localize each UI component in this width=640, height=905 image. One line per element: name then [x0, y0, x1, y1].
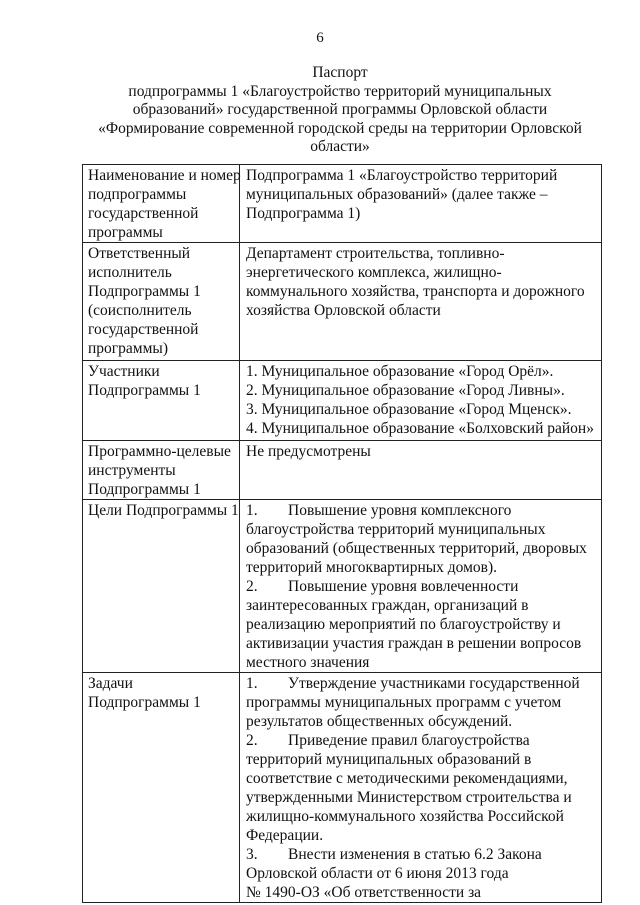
label-line: государственной — [88, 205, 199, 222]
label-line: программы) — [88, 340, 168, 357]
row-value-cell — [240, 243, 602, 361]
item-number: 3. — [246, 846, 258, 863]
label-line: инструменты — [88, 462, 176, 479]
value-line: 4. Муниципальное образование «Болховский район» — [246, 420, 594, 437]
label-line: (соисполнитель — [88, 302, 192, 319]
value-line: Подпрограмма 1 «Благоустройство территорий — [246, 167, 558, 184]
row-value-cell — [240, 673, 602, 903]
item-line: территорий муниципальных образований в — [246, 751, 532, 768]
label-line: Подпрограммы 1 — [88, 694, 201, 711]
heading-line: подпрограммы 1 «Благоустройство территорий муниципальных — [128, 82, 552, 100]
label-line: Наименование и номер — [88, 167, 241, 184]
item-first-line — [246, 674, 597, 693]
label-line: программы — [88, 224, 163, 241]
item-line: соответствие с методическими рекомендациями, — [246, 770, 568, 787]
value-line: 3. Муниципальное образование «Город Мценск». — [246, 401, 572, 418]
row-value-cell — [240, 441, 602, 500]
list-item — [246, 731, 597, 845]
label-line: Цели Подпрограммы 1 — [88, 502, 239, 519]
value-line: энергетического комплекса, жилищно- — [246, 264, 502, 281]
table-row — [83, 673, 602, 903]
page-number: 6 — [316, 30, 324, 46]
item-line: № 1490-ОЗ «Об ответственности за — [246, 884, 482, 901]
row-label-cell — [83, 165, 240, 243]
row-label-cell — [83, 673, 240, 903]
row-label-cell — [83, 361, 240, 441]
value-line: Подпрограмма 1) — [246, 205, 361, 222]
value-line: Департамент строительства, топливно- — [246, 245, 505, 262]
row-label-cell — [83, 500, 240, 673]
passport-table — [82, 164, 602, 903]
heading-line: образований» государственной программы Орловской области — [132, 101, 548, 118]
table-row — [83, 361, 602, 441]
label-line: Подпрограммы 1 — [88, 481, 201, 498]
row-label-cell — [83, 441, 240, 500]
item-first-line — [246, 731, 597, 750]
item-first-text: Повышение уровня вовлеченности — [288, 578, 519, 595]
list-item — [246, 674, 597, 731]
item-line: заинтересованных граждан, организаций в — [246, 597, 529, 614]
heading-title: Паспорт — [312, 64, 368, 81]
value-line: Не предусмотрены — [246, 443, 371, 460]
label-line: Задачи — [88, 675, 133, 692]
item-line: благоустройства территорий муниципальных — [246, 521, 546, 538]
list-item — [246, 501, 597, 577]
item-line: реализацию мероприятий по благоустройству и — [246, 616, 561, 633]
list-item — [246, 845, 597, 902]
item-first-line — [246, 577, 597, 596]
item-number: 2. — [246, 578, 258, 595]
table-row — [83, 441, 602, 500]
item-line: жилищно-коммунального хозяйства Российской — [246, 808, 564, 825]
label-line: Ответственный — [88, 245, 191, 262]
item-first-line — [246, 845, 597, 864]
item-first-text: Внести изменения в статью 6.2 Закона — [288, 846, 542, 863]
value-line: муниципальных образований» (далее также – — [246, 186, 548, 203]
item-line: образований (общественных территорий, дворовых — [246, 540, 587, 557]
item-line: территорий многоквартирных домов). — [246, 559, 498, 576]
label-line: государственной — [88, 321, 199, 338]
row-value-cell — [240, 165, 602, 243]
row-value-cell — [240, 361, 602, 441]
value-line: 1. Муниципальное образование «Город Орёл». — [246, 363, 554, 380]
item-line: активизации участия граждан в решении вопросов — [246, 635, 582, 652]
item-line: результатов общественных обсуждений. — [246, 713, 513, 730]
item-line: Федерации. — [246, 827, 324, 844]
value-line: 2. Муниципальное образование «Город Ливны». — [246, 382, 565, 399]
value-line: хозяйства Орловской области — [246, 302, 441, 319]
item-line: местного значения — [246, 654, 370, 671]
item-number: 2. — [246, 732, 258, 749]
passport-heading — [90, 64, 590, 157]
item-first-text: Утверждение участниками государственной — [288, 675, 580, 692]
value-line: коммунального хозяйства, транспорта и дорожного — [246, 283, 585, 300]
table-row — [83, 165, 602, 243]
table-row — [83, 500, 602, 673]
item-line: утвержденными Министерством строительства и — [246, 789, 572, 806]
label-line: Подпрограммы 1 — [88, 283, 201, 300]
item-first-line — [246, 501, 597, 520]
heading-line: «Формирование современной городской среды на территории Орловской — [98, 119, 582, 137]
label-line: исполнитель — [88, 264, 172, 281]
label-line: Программно-целевые — [88, 443, 231, 460]
label-line: подпрограммы — [88, 186, 187, 203]
label-line: Подпрограммы 1 — [88, 382, 201, 399]
item-first-text: Приведение правил благоустройства — [288, 732, 530, 749]
item-first-text: Повышение уровня комплексного — [288, 502, 512, 519]
item-number: 1. — [246, 675, 258, 692]
row-value-cell — [240, 500, 602, 673]
item-line: Орловской области от 6 июня 2013 года — [246, 865, 509, 882]
label-line: Участники — [88, 363, 160, 380]
item-line: программы муниципальных программ с учетом — [246, 694, 562, 711]
row-label-cell — [83, 243, 240, 361]
list-item — [246, 577, 597, 672]
heading-line: области» — [310, 138, 370, 155]
item-number: 1. — [246, 502, 258, 519]
table-row — [83, 243, 602, 361]
